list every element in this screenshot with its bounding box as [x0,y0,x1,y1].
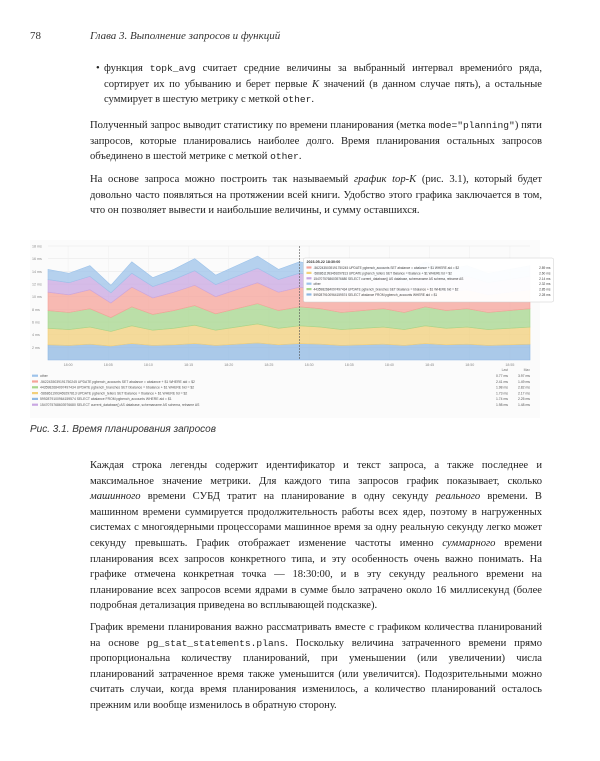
x-tick-label: 18:15 [184,363,194,367]
tooltip-row-value: 2.32 ms [539,282,551,287]
y-tick-label: 18 ms [32,244,42,249]
x-tick-label: 18:40 [384,363,394,367]
tooltip-row-label: 4435982684097497434 UPDATE pgbench_branches SET bbalance = bbalance + $1 WHERE bid = $2 [313,287,459,292]
legend-last-value: 1.73 ms [495,391,508,396]
legend-last-value: 2.41 ms [495,379,508,384]
legend-max-value: 1.49 ms [517,379,530,384]
series-area [48,343,530,360]
legend-label: 5992879100964159574 SELECT abalance FROM pgbench_accounts WHERE aid = $1 [40,397,172,402]
legend-swatch [32,404,38,406]
legend-max-value: 2.82 ms [517,385,530,390]
legend-max-value: 3.97 ms [517,374,530,378]
chart-tooltip [303,258,553,302]
legend-swatch [32,375,38,377]
legend-last-value: 1.98 ms [495,385,508,390]
x-tick-label: 18:30 [304,363,314,367]
legend-last-value: 0.77 ms [495,374,508,378]
legend-swatch [32,398,38,400]
legend-label: other [40,374,48,378]
tooltip-swatch [306,293,311,295]
paragraph-stats: Полученный запрос выводит статистику по времени планирования (метка mode="planning") пяти запросов, которые планировались наиболее долго. Время планирования остальных запросов объединено в шестой метрике с меткой other. [90,120,542,163]
y-tick-label: 14 ms [32,269,42,274]
y-tick-label: 10 ms [32,295,42,300]
x-tick-label: 18:35 [344,363,354,367]
tooltip-row-label: -5868611993469297813 UPDATE pgbench_tellers SET tbalance = tbalance + $1 WHERE tid = $2 [313,271,452,276]
figure-planning-time [30,240,551,418]
legend-header-max: Max [523,368,530,372]
legend-max-value: 2.25 ms [517,397,530,402]
legend-swatch [32,380,38,382]
tooltip-row-value: 2.14 ms [539,276,551,281]
tooltip-title: 2023-05-22 18:30:00 [306,260,341,264]
x-tick-label: 18:05 [103,363,113,367]
y-tick-label: 8 ms [32,307,40,312]
tooltip-swatch [306,288,311,290]
y-tick-label: 2 ms [32,345,40,350]
page-number: 78 [30,30,41,42]
x-tick-label: 18:25 [264,363,274,367]
stacked-area-chart [30,240,551,418]
legend-label: 4435982684097497434 UPDATE pgbench_branches SET bbalance = bbalance + $1 WHERE bid = $2 [40,385,195,390]
bullet-dot-icon: • [96,63,100,74]
y-tick-label: 12 ms [32,282,42,287]
tooltip-row-label: 5992879100964159574 SELECT abalance FROM pgbench_accounts WHERE aid = $1 [313,293,438,297]
legend-label: -5868611993469297813 UPDATE pgbench_tellers SET tbalance = tbalance + $1 WHERE tid = $2 [40,391,188,396]
y-tick-label: 4 ms [32,333,40,338]
legend-label: -5622435039191750245 UPDATE pgbench_accounts SET abalance = abalance + $1 WHERE aid = $2 [40,379,195,384]
tooltip-swatch [306,272,311,274]
x-tick-label: 18:55 [505,363,515,367]
tooltip-row-label: 1547075768603976680 SELECT current_database() AS database, schemaname AS schema, relname AS [313,276,464,281]
tooltip-swatch [306,277,311,279]
legend-max-value: 1.48 ms [517,403,530,407]
y-tick-label: 6 ms [32,320,40,325]
x-tick-label: 18:00 [63,363,73,367]
chart-legend [32,368,530,407]
legend-max-value: 2.17 ms [517,391,530,396]
legend-last-value: 1.98 ms [495,403,508,407]
tooltip-swatch [306,283,311,285]
tooltip-row-label: -5622435039191750245 UPDATE pgbench_accounts SET abalance = abalance + $1 WHERE aid = $2 [313,266,460,270]
paragraph-legend: Каждая строка легенды содержит идентификатор и текст запроса, а также последнее и максимальное значение метрики. Для каждого типа запросов график показывает, сколько машинного времени СУБД тратит на планирование в одну секунду реального времени. В машинном времени суммируется продолжительность работы всех ядер, поэтому в нагруженных системах с многоядерными процессорами машинное время за одну реальную секунду легко может секунду превышать. График отображает изменение частоты именно суммарного времени планирования всех запросов конкретного типа, и эту особенность очень важно понимать. На графике отмечена конкретная точка — 18:30:00, и в эту секунду реального времени на планирование всех запросов всеми ядрами в сумме было затрачено около 16 миллисекунд (более подробная детализация приведена во всплывающей подсказке). [90,460,542,612]
tooltip-row-value: 2.85 ms [539,287,551,292]
chapter-title: Глава 3. Выполнение запросов и функций [90,30,281,42]
tooltip-swatch [306,266,311,268]
tooltip-row-value: 2.89 ms [539,266,551,270]
figure-caption: Рис. 3.1. Время планирования запросов [30,424,216,435]
legend-swatch [32,386,38,388]
paragraph-plans: График времени планирования важно рассматривать вместе с графиком количества планирований на основе pg_stat_statements.plans. Поскольку величина затраченного времени прямо пропорциональна количеству планирований, при уменьшении (или увеличении) числа планирований затраченное время также уменьшится (или увеличится). Подозрительными можно считать случаи, когда время планирования изменилось, а количество планирований осталось прежним или вообще изменилось в обратную сторону. [90,622,542,711]
legend-last-value: 1.74 ms [495,397,508,402]
tooltip-row-value: 2.60 ms [539,271,551,276]
legend-label: 1547075768603976680 SELECT current_database() AS database, schemaname AS schema, relname AS [40,403,200,407]
paragraph-topk: На основе запроса можно построить так называемый график top-K (рис. 3.1), который будет довольно часто появляться на протяжении всей книги. Удобство этого графика заключается в том, что он позволяет вывести и наибольшие величины, и сумму оставшихся. [90,174,542,217]
bullet-text: функция topk_avg считает средние величины за выбранный интервал времениóго ряда, сортирует их по убыванию и берет первые K значений (в данном случае пять), а остальные суммирует в шестую метрику с меткой other. [104,63,543,106]
x-tick-label: 18:45 [425,363,435,367]
y-tick-label: 16 ms [32,257,42,262]
bullet-item [90,61,542,108]
tooltip-row-value: 2.28 ms [539,293,551,297]
x-tick-label: 18:10 [143,363,153,367]
legend-swatch [32,392,38,394]
tooltip-row-label: other [313,282,321,287]
x-tick-label: 18:50 [465,363,475,367]
x-tick-label: 18:20 [224,363,234,367]
legend-header-last: Last [501,368,508,372]
